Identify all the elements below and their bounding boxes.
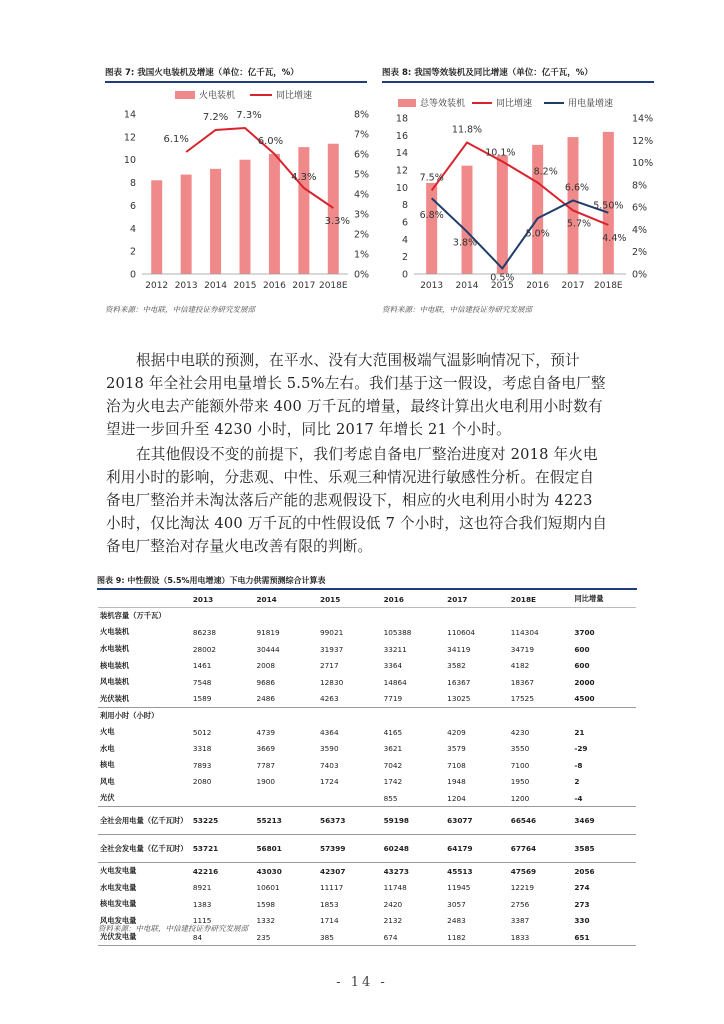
table-cell: 14864: [383, 677, 407, 687]
table-cell: 7548: [192, 677, 212, 687]
table-cell: -29: [574, 744, 588, 754]
data-label-power: 6.6%: [564, 182, 590, 194]
table-cell: 4364: [320, 727, 339, 737]
y-tick-label: 4: [401, 234, 408, 246]
table-cell: 66546: [509, 807, 573, 835]
y2-tick-label: 0%: [632, 269, 648, 281]
table-cell: 31937: [320, 644, 344, 654]
table-cell: 274: [574, 883, 590, 893]
x-tick-label: 2015: [233, 281, 257, 291]
table-row: [98, 674, 636, 691]
y2-tick-label: 7%: [354, 129, 370, 141]
table-row: [98, 740, 636, 757]
bar: [568, 137, 579, 274]
paragraph-2-line: 备电厂整治并未淘汰落后产能的悲观假设下，相应的火电利用小时为 4223: [106, 492, 593, 509]
table-cell: 3669: [256, 744, 276, 754]
y-tick-label: 2: [401, 252, 408, 264]
row-label-cell: 风电发电量: [100, 915, 137, 925]
y2-tick-label: 3%: [354, 209, 370, 221]
table-cell: 1714: [320, 916, 339, 926]
y-tick-label: 6: [401, 217, 408, 229]
table-cell: 1182: [445, 929, 509, 946]
table-cell: 55213: [254, 807, 318, 835]
table-cell: 11748: [383, 883, 407, 893]
table-cell: 10601: [256, 883, 280, 893]
table-cell: 2756: [510, 899, 530, 909]
table-cell: 7719: [383, 694, 403, 704]
table-cell: 86238: [192, 627, 217, 637]
row-label-cell: 水电发电量: [100, 882, 137, 892]
table-cell: [191, 790, 255, 807]
table-cell: 33211: [383, 644, 407, 654]
bar: [181, 175, 192, 274]
data-label: 7.2%: [202, 112, 229, 123]
y2-tick-label: 12%: [632, 135, 654, 147]
row-label-cell: 光伏发电量: [98, 929, 191, 946]
table-cell: [254, 608, 318, 625]
table-cell: 4165: [383, 727, 403, 737]
table-cell: 17525: [510, 694, 534, 704]
y2-tick-label: 2%: [354, 229, 370, 241]
y2-tick-label: 4%: [632, 224, 648, 236]
bar: [462, 166, 473, 274]
data-label-power: 5.0%: [525, 228, 550, 240]
table-cell: 4263: [320, 694, 339, 704]
table-cell: 56373: [318, 807, 382, 835]
table-cell: 99021: [320, 627, 344, 637]
legend-swatch-bar: [398, 99, 416, 107]
forecast-table: [98, 591, 636, 946]
row-label-cell: 火电装机: [100, 627, 130, 637]
table-title-rule: [97, 588, 637, 590]
data-label-power: 6.8%: [419, 210, 444, 222]
paragraph-1-line: 治为火电去产能额外带来 400 万千瓦的增量，最终计算出火电利用小时数有: [106, 398, 603, 415]
table-header-cell: 2014: [254, 591, 318, 608]
table-cell: 43273: [382, 863, 446, 880]
table-cell: 1853: [320, 899, 339, 909]
row-label-cell: 火电发电量: [98, 863, 191, 880]
table-row: [98, 757, 636, 774]
table-cell: 2000: [574, 677, 595, 687]
table-cell: 3057: [447, 899, 466, 909]
x-tick-label: 2018E: [594, 281, 623, 291]
x-tick-label: 2015: [490, 281, 514, 291]
y-tick-label: 0: [401, 269, 408, 281]
y-tick-label: 16: [395, 130, 408, 142]
table-row: [98, 863, 636, 880]
bar: [497, 155, 508, 274]
y2-tick-label: 8%: [632, 180, 648, 192]
table-cell: 57399: [318, 835, 382, 863]
table-row: [98, 790, 636, 807]
table-cell: 1833: [509, 929, 573, 946]
y-tick-label: 0: [129, 269, 136, 281]
row-label-cell: 全社会用电量（亿千瓦时）: [98, 807, 191, 835]
data-label-power: 5.50%: [593, 200, 624, 212]
table-cell: 1948: [447, 777, 466, 787]
table-cell: 110604: [447, 627, 476, 637]
table-row: [98, 835, 636, 863]
legend-label: 同比增速: [276, 91, 313, 101]
row-label-cell: 核电装机: [100, 660, 130, 670]
x-tick-label: 2016: [526, 281, 550, 291]
data-label-growth: 4.4%: [602, 232, 627, 244]
table-cell: 1461: [192, 661, 212, 671]
table-cell: 11117: [320, 883, 344, 893]
table-cell: 855: [383, 793, 398, 803]
legend-label: 火电装机: [199, 91, 236, 101]
data-label-growth: 10.1%: [485, 147, 516, 159]
table-cell: 3318: [192, 744, 212, 754]
row-label-cell: 全社会发电量（亿千瓦时）: [98, 835, 191, 863]
table-cell: 42216: [191, 863, 255, 880]
table-cell: 3579: [447, 744, 466, 754]
table-cell: [191, 608, 255, 625]
table-cell: 11945: [447, 883, 471, 893]
table-cell: 7893: [192, 760, 212, 770]
table-cell: [382, 608, 446, 625]
table-cell: 3585: [572, 835, 636, 863]
table-cell: 273: [574, 899, 590, 909]
table-header-cell: 2016: [382, 591, 446, 608]
data-label-growth: 11.8%: [451, 124, 483, 136]
data-label-growth: 7.5%: [419, 172, 444, 184]
table-cell: 13025: [447, 694, 471, 704]
row-label-cell: 核电: [100, 760, 115, 770]
row-label-cell: 核电发电量: [100, 899, 137, 909]
table-cell: 2483: [447, 916, 466, 926]
row-label-cell: 光伏装机: [100, 693, 130, 703]
table-cell: 30444: [256, 644, 280, 654]
bar: [328, 144, 339, 274]
table-cell: 2008: [256, 661, 276, 671]
table-cell: -8: [574, 760, 583, 770]
table-cell: [318, 707, 382, 724]
table-cell: -4: [574, 793, 583, 803]
row-label-cell: 光伏: [100, 793, 115, 803]
table-row: [98, 691, 636, 708]
legend-label: 同比增速: [496, 99, 533, 109]
table-cell: 3364: [383, 661, 403, 671]
table-cell: [445, 608, 509, 625]
table-cell: [318, 790, 382, 807]
table-cell: 42307: [318, 863, 382, 880]
table-header-row: [98, 591, 636, 608]
table-cell: 7100: [510, 760, 530, 770]
table-cell: 1383: [192, 899, 212, 909]
data-label: 3.3%: [324, 216, 350, 227]
x-tick-label: 2016: [262, 281, 286, 291]
table-cell: 4500: [574, 694, 595, 704]
data-label-power: 0.5%: [490, 272, 515, 284]
table-cell: 105388: [383, 627, 412, 637]
table-cell: [572, 707, 636, 724]
table-cell: 7787: [256, 760, 276, 770]
table-cell: 67764: [509, 835, 573, 863]
bar: [210, 169, 221, 274]
data-label-power: 3.8%: [452, 237, 478, 249]
fig7-title: 图表 7: 我国火电装机及增速（单位：亿千瓦，%）: [105, 68, 299, 78]
table-cell: 64179: [445, 835, 509, 863]
table-cell: 63077: [445, 807, 509, 835]
table-cell: 7108: [447, 760, 466, 770]
y2-tick-label: 8%: [354, 109, 370, 121]
table-row: [98, 879, 636, 896]
legend-label: 总等效装机: [420, 99, 466, 109]
table-cell: 651: [572, 929, 636, 946]
table-cell: 53225: [191, 807, 255, 835]
y2-tick-label: 2%: [632, 247, 648, 259]
table-cell: [382, 707, 446, 724]
data-label: 7.3%: [236, 110, 262, 121]
fig8-title-rule: [382, 81, 654, 83]
table-header-cell: 2015: [318, 591, 382, 608]
bar: [298, 147, 309, 274]
table-cell: 59198: [382, 807, 446, 835]
table-cell: 385: [318, 929, 382, 946]
table-row: [98, 724, 636, 741]
table-cell: 330: [574, 916, 590, 926]
table-cell: 4209: [447, 727, 466, 737]
table-cell: 1724: [320, 777, 339, 787]
fig7-chart: [100, 84, 390, 302]
table-row: [98, 608, 636, 625]
row-label-cell: 风电装机: [100, 677, 130, 687]
table-cell: 47569: [509, 863, 573, 880]
table-row: [98, 624, 636, 641]
table-row: [98, 774, 636, 791]
table-cell: 235: [254, 929, 318, 946]
fig8-title: 图表 8: 我国等效装机及同比增速（单位：亿千瓦，%）: [382, 68, 593, 78]
table-cell: 3700: [574, 627, 595, 637]
table-row: [98, 896, 636, 913]
y2-tick-label: 5%: [354, 169, 370, 181]
table-cell: 4182: [510, 661, 530, 671]
y-tick-label: 14: [123, 109, 136, 121]
table-cell: 28002: [192, 644, 217, 654]
table-cell: 2132: [383, 916, 403, 926]
page-number: - 14 -: [336, 975, 388, 990]
y2-tick-label: 14%: [632, 113, 654, 125]
data-label: 6.1%: [163, 134, 189, 145]
y-tick-label: 10: [123, 155, 136, 167]
row-label-cell: 风电: [100, 776, 115, 786]
paragraph-2-line: 在其他假设不变的前提下，我们考虑自备电厂整治进度对 2018 年火电: [136, 446, 598, 463]
table-cell: 60248: [382, 835, 446, 863]
table-cell: 1950: [510, 777, 530, 787]
paragraph-2-line: 备电厂整治对存量火电改善有限的判断。: [106, 538, 373, 555]
fig7-source: 资料来源：中电联，中信建投证券研究发展部: [105, 305, 255, 314]
table-header-cell: 2017: [445, 591, 509, 608]
bar: [151, 180, 162, 274]
table-cell: 18367: [510, 677, 534, 687]
fig7-title-rule: [105, 81, 367, 83]
table-cell: 114304: [510, 627, 539, 637]
table-cell: 2080: [192, 777, 212, 787]
table-cell: 4230: [510, 727, 530, 737]
paragraph-1-line: 根据中电联的预测，在平水、没有大范围极端气温影响情况下，预计: [136, 352, 580, 369]
table-cell: 3582: [447, 661, 466, 671]
table-cell: 2717: [320, 661, 339, 671]
table-cell: 3621: [383, 744, 403, 754]
y-tick-label: 4: [129, 223, 136, 235]
x-tick-label: 2017: [561, 281, 585, 291]
table-cell: 600: [574, 661, 590, 671]
y-tick-label: 2: [129, 246, 136, 258]
table-cell: [509, 707, 573, 724]
table-cell: 7042: [383, 760, 403, 770]
y2-tick-label: 10%: [632, 158, 654, 170]
table-cell: 7403: [320, 760, 339, 770]
series-line-power: [432, 198, 609, 268]
y-tick-label: 18: [395, 113, 408, 125]
y-tick-label: 6: [129, 200, 136, 212]
table-cell: 1900: [256, 777, 276, 787]
table-cell: [318, 608, 382, 625]
table-cell: [572, 608, 636, 625]
table-cell: 2056: [572, 863, 636, 880]
table-row: [98, 807, 636, 835]
bar: [426, 183, 437, 274]
table-cell: 3550: [510, 744, 530, 754]
table-title: 图表 9: 中性假设（5.5%用电增速）下电力供需预测综合计算表: [97, 576, 326, 585]
table-source: 资料来源：中电联，中信建投证券研究发展部: [98, 924, 248, 933]
table-cell: 5012: [192, 727, 212, 737]
table-cell: 1115: [192, 916, 212, 926]
y2-tick-label: 6%: [354, 149, 370, 161]
table-cell: [509, 608, 573, 625]
table-cell: [191, 707, 255, 724]
table-cell: 2420: [383, 899, 403, 909]
legend-label: 用电量增速: [568, 99, 614, 109]
table-cell: 1200: [510, 793, 530, 803]
row-label-cell: 装机容量（万千瓦）: [98, 608, 191, 625]
x-tick-label: 2014: [455, 281, 479, 291]
y2-tick-label: 0%: [354, 269, 370, 281]
paragraph-1-line: 2018 年全社会用电量增长 5.5%左右。我们基于这一假设，考虑自备电厂整: [106, 375, 606, 392]
row-label-cell: 水电装机: [100, 644, 130, 654]
y2-tick-label: 1%: [354, 249, 370, 261]
table-cell: 2: [574, 777, 580, 787]
table-cell: 56801: [254, 835, 318, 863]
fig8-chart: [380, 84, 662, 302]
table-cell: 1589: [192, 694, 212, 704]
row-label-cell: 水电: [100, 743, 115, 753]
paragraph-2-line: 利用小时的影响，分悲观、中性、乐观三种情况进行敏感性分析。在假定自: [106, 469, 595, 486]
table-row: [98, 641, 636, 658]
table-cell: 9686: [256, 677, 276, 687]
bar: [532, 145, 543, 274]
y2-tick-label: 6%: [632, 202, 648, 214]
data-label: 4.3%: [291, 172, 317, 183]
paragraph-2-line: 小时，仅比淘汰 400 万千瓦的中性假设低 7 个小时，这也符合我们短期内自: [106, 515, 608, 532]
table-cell: [254, 707, 318, 724]
table-cell: 45513: [445, 863, 509, 880]
table-cell: 3469: [572, 807, 636, 835]
row-label-cell: 利用小时（小时）: [98, 707, 191, 724]
bar: [269, 154, 280, 274]
table-cell: 21: [574, 727, 585, 737]
table-cell: 3590: [320, 744, 339, 754]
table-cell: 1598: [256, 899, 276, 909]
y-tick-label: 14: [395, 148, 408, 160]
table-row: [98, 707, 636, 724]
table-header-cell: [98, 591, 191, 608]
y2-tick-label: 4%: [354, 189, 370, 201]
table-cell: 34119: [447, 644, 471, 654]
x-tick-label: 2013: [174, 281, 198, 291]
table-cell: 3387: [510, 916, 530, 926]
table-cell: 674: [382, 929, 446, 946]
x-tick-label: 2018E: [318, 281, 348, 291]
table-cell: 91819: [256, 627, 280, 637]
x-tick-label: 2012: [145, 281, 169, 291]
table-cell: 12830: [320, 677, 344, 687]
y-tick-label: 10: [395, 182, 408, 194]
table-cell: 8921: [192, 883, 212, 893]
paragraph-1: [106, 349, 634, 441]
table-cell: 16367: [447, 677, 471, 687]
x-tick-label: 2014: [204, 281, 228, 291]
y-tick-label: 8: [401, 200, 408, 212]
x-tick-label: 2013: [420, 281, 444, 291]
y-tick-label: 12: [123, 132, 136, 144]
table-cell: 12219: [510, 883, 534, 893]
table-header-cell: 2013: [191, 591, 255, 608]
paragraph-1-line: 望进一步回升至 4230 小时，同比 2017 年增长 21 个小时。: [106, 421, 511, 438]
x-tick-label: 2017: [292, 281, 316, 291]
row-label-cell: 火电: [100, 727, 115, 737]
bar: [240, 160, 251, 274]
data-label: 6.0%: [257, 136, 284, 147]
table-header-cell: 同比增量: [572, 591, 636, 608]
table-cell: 600: [574, 644, 590, 654]
paragraph-2: [106, 443, 634, 558]
data-label-growth: 5.7%: [566, 218, 592, 230]
table-cell: 1742: [383, 777, 403, 787]
table-cell: 1204: [447, 793, 466, 803]
y-tick-label: 8: [129, 178, 136, 190]
table-cell: [254, 790, 318, 807]
data-label-growth: 8.2%: [533, 166, 558, 178]
table-cell: 34719: [510, 644, 534, 654]
y-tick-label: 12: [395, 165, 408, 177]
table-cell: 43030: [254, 863, 318, 880]
table-row: [98, 657, 636, 674]
table-cell: 84: [191, 929, 255, 946]
fig8-source: 资料来源：中电联，中信建投证券研究发展部: [382, 305, 532, 314]
table-cell: [445, 707, 509, 724]
legend-swatch-bar: [175, 91, 195, 99]
table-header-cell: 2018E: [509, 591, 573, 608]
table-cell: 4739: [256, 727, 276, 737]
table-cell: 53721: [191, 835, 255, 863]
table-cell: 2486: [256, 694, 276, 704]
table-cell: 1332: [256, 916, 276, 926]
